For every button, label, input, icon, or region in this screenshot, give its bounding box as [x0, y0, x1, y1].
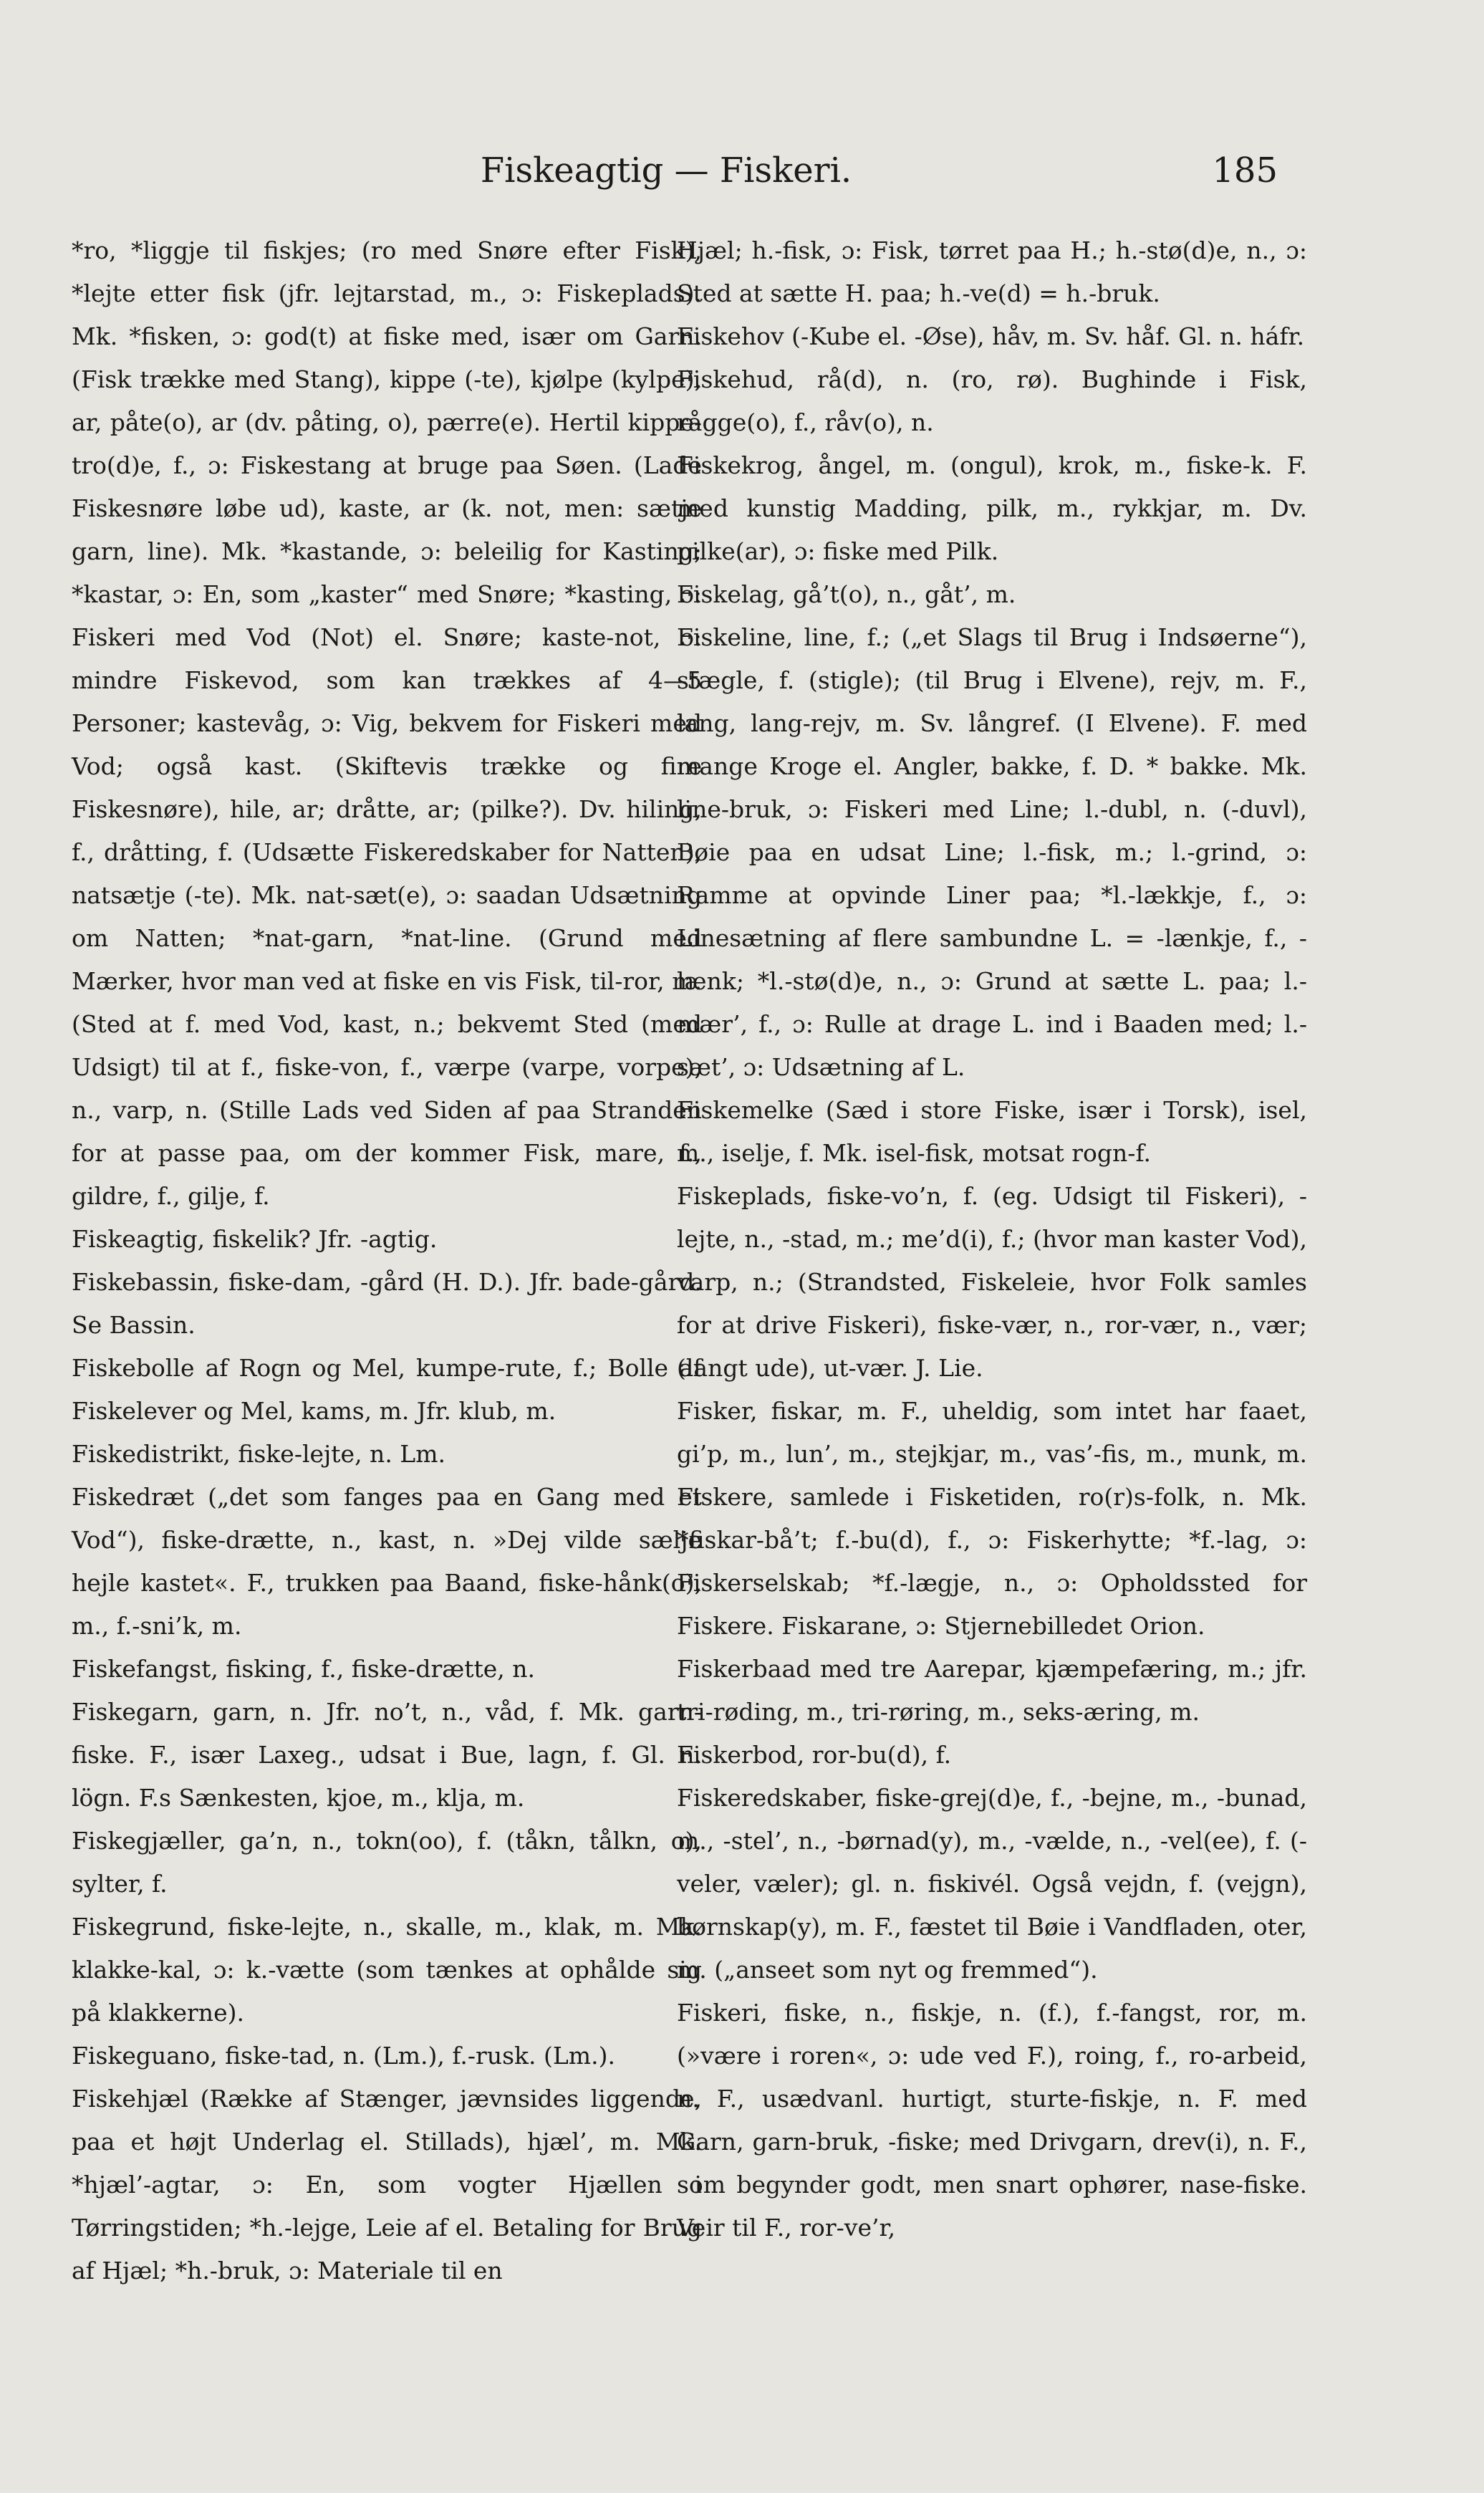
left-column [72, 229, 702, 2292]
entry: Fiskeplads, fiske-vo’n, f. (eg. Udsigt til Fiskeri), -lejte, n., -stad, m.; me’d(i), f.; (hvor man kaster Vod), varp, n.; (Strandsted, Fiskeleie, hvor Folk samles for at drive Fiskeri), fiske-vær, n., ror-vær, n., vær; (langt ude), ut-vær. J. Lie. [677, 1182, 1307, 1382]
entry: *ro, *liggje til fiskjes; (ro med Snøre efter Fisk), *lejte etter fisk (jfr. lejtarstad, m., ɔ: Fiskeplads). Mk. *fisken, ɔ: god(t) at fiske med, især om Garn. (Fisk trække med Stang), kippe (-te), kjølpe (kylpe), ar, påte(o), ar (dv. påting, o), pærre(e). Hertil kippe-tro(d)e, f., ɔ: Fiskestang at bruge paa Søen. (Lade Fiskesnøre løbe ud), kaste, ar (k. not, men: sætje garn, line). Mk. *kastande, ɔ: beleilig for Kasting; *kastar, ɔ: En, som „kaster“ med Snøre; *kasting, ɔ: Fiskeri med Vod (Not) el. Snøre; kaste-not, ɔ: mindre Fiskevod, som kan trækkes af 4—5 Personer; kastevåg, ɔ: Vig, bekvem for Fiskeri med Vod; også kast. (Skiftevis trække og fire Fiskesnøre), hile, ar; dråtte, ar; (pilke?). Dv. hiling, f., dråtting, f. (Udsætte Fiskeredskaber for Natten), natsætje (-te). Mk. nat-sæt(e), ɔ: saadan Udsætning om Natten; *nat-garn, *nat-line. (Grund med Mærker, hvor man ved at fiske en vis Fisk, til-ror, m. (Sted at f. med Vod, kast, n.; bekvemt Sted (med Udsigt) til at f., fiske-von, f., værpe (varpe, vorpe), n., varp, n. (Stille Lads ved Siden af paa Stranden for at passe paa, om der kommer Fisk, mare, f., gildre, f., gilje, f. [72, 236, 702, 1210]
entry: Fiskegjæller, ga’n, n., tokn(oo), f. (tåkn, tålkn, o), sylter, f. [72, 1827, 702, 1898]
page-number: 185 [1212, 150, 1278, 191]
entry: Fiskehov (-Kube el. -Øse), håv, m. Sv. håf. Gl. n. háfr. [677, 322, 1305, 350]
entry: Fiskemelke (Sæd i store Fiske, især i Torsk), isel, m., iselje, f. Mk. isel-fisk, motsat rogn-f. [677, 1096, 1307, 1167]
entry: Fiskefangst, fisking, f., fiske-drætte, n. [72, 1655, 536, 1683]
entry: Fiskehjæl (Række af Stænger, jævnsides liggende, paa et højt Underlag el. Stillads), hjæl’, m. Mk. *hjæl’-agtar, ɔ: En, som vogter Hjællen i Tørringstiden; *h.-lejge, Leie af el. Betaling for Brug af Hjæl; *h.-bruk, ɔ: Materiale til en [72, 2085, 702, 2285]
entry: Fiskeline, line, f.; („et Slags til Brug i Indsøerne“), stægle, f. (stigle); (til Brug i Elvene), rejv, m. F., lang, lang-rejv, m. Sv. långref. (I Elvene). F. med mange Kroge el. Angler, bakke, f. D. * bakke. Mk. line-bruk, ɔ: Fiskeri med Line; l.-dubl, n. (-duvl), Bøie paa en udsat Line; l.-fisk, m.; l.-grind, ɔ: Ramme at opvinde Liner paa; *l.-lækkje, f., ɔ: Linesætning af flere sambundne L. = -lænkje, f., -lænk; *l.-stø(d)e, n., ɔ: Grund at sætte L. paa; l.-mær’, f., ɔ: Rulle at drage L. ind i Baaden med; l.-sæt’, ɔ: Udsætning af L. [677, 623, 1307, 1081]
entry: Fiskeguano, fiske-tad, n. (Lm.), f.-rusk. (Lm.). [72, 2042, 615, 2070]
running-head: Fiskeagtig — Fiskeri. [480, 150, 852, 191]
entry: Fisker, fiskar, m. F., uheldig, som intet har faaet, gi’p, m., lun’, m., stejkjar, m., vas’-fis, m., munk, m. Fiskere, samlede i Fisketiden, ro(r)s-folk, n. Mk. *fiskar-bå’t; f.-bu(d), f., ɔ: Fiskerhytte; *f.-lag, ɔ: Fiskerselskab; *f.-lægje, n., ɔ: Opholdssted for Fiskere. Fiskarane, ɔ: Stjernebilledet Orion. [677, 1397, 1307, 1640]
entry: Fiskelag, gå’t(o), n., gåt’, m. [677, 580, 1016, 608]
entry: Fiskedræt („det som fanges paa en Gang med et Vod“), fiske-drætte, n., kast, n. »Dej vilde sælje hejle kastet«. F., trukken paa Baand, fiske-hånk(o), m., f.-sni’k, m. [72, 1483, 702, 1640]
entry: Fiskebassin, fiske-dam, -gård (H. D.). Jfr. bade-gård. Se Bassin. [72, 1268, 702, 1339]
right-column [677, 229, 1307, 2249]
entry: Fiskehud, rå(d), n. (ro, rø). Bughinde i Fisk, rågge(o), f., råv(o), n. [677, 365, 1307, 436]
entry: Fiskedistrikt, fiske-lejte, n. Lm. [72, 1440, 445, 1468]
entry: Fiskeredskaber, fiske-grej(d)e, f., -bejne, m., -bunad, m., -stel’, n., -børnad(y), m., -vælde, n., -vel(ee), f. (-veler, væler); gl. n. fiskivél. Også vejdn, f. (vejgn), børnskap(y), m. F., fæstet til Bøie i Vandfladen, oter, m. („anseet som nyt og fremmed“). [677, 1784, 1307, 1984]
entry: Fiskeagtig, fiskelik? Jfr. -agtig. [72, 1225, 438, 1253]
entry: Fiskerbod, ror-bu(d), f. [677, 1741, 952, 1769]
entry: Fiskegarn, garn, n. Jfr. no’t, n., våd, f. Mk. garn-fiske. F., især Laxeg., udsat i Bue, lagn, f. Gl. n. lögn. F.s Sænkesten, kjoe, m., klja, m. [72, 1698, 702, 1812]
entry: Fiskerbaad med tre Aarepar, kjæmpefæring, m.; jfr. tri-røding, m., tri-røring, m., seks-æring, m. [677, 1655, 1307, 1726]
entry: Fiskebolle af Rogn og Mel, kumpe-rute, f.; Bolle af Fiskelever og Mel, kams, m. Jfr. klub, m. [72, 1354, 702, 1425]
entry: Hjæl; h.-fisk, ɔ: Fisk, tørret paa H.; h.-stø(d)e, n., ɔ: Sted at sætte H. paa; h.-ve(d) = h.-bruk. [677, 236, 1307, 307]
entry: Fiskeri, fiske, n., fiskje, n. (f.), f.-fangst, ror, m. (»være i roren«, ɔ: ude ved F.), roing, f., ro-arbeid, n. F., usædvanl. hurtigt, sturte-fiskje, n. F. med Garn, garn-bruk, -fiske; med Drivgarn, drev(i), n. F., som begynder godt, men snart ophører, nase-fiske. Veir til F., ror-ve’r, [677, 1999, 1307, 2242]
entry: Fiskekrog, ångel, m. (ongul), krok, m., fiske-k. F. med kunstig Madding, pilk, m., rykkjar, m. Dv. pilke(ar), ɔ: fiske med Pilk. [677, 451, 1307, 565]
entry: Fiskegrund, fiske-lejte, n., skalle, m., klak, m. Mk. klakke-kal, ɔ: k.-vætte (som tænkes at ophålde sig på klakkerne). [72, 1913, 702, 2027]
